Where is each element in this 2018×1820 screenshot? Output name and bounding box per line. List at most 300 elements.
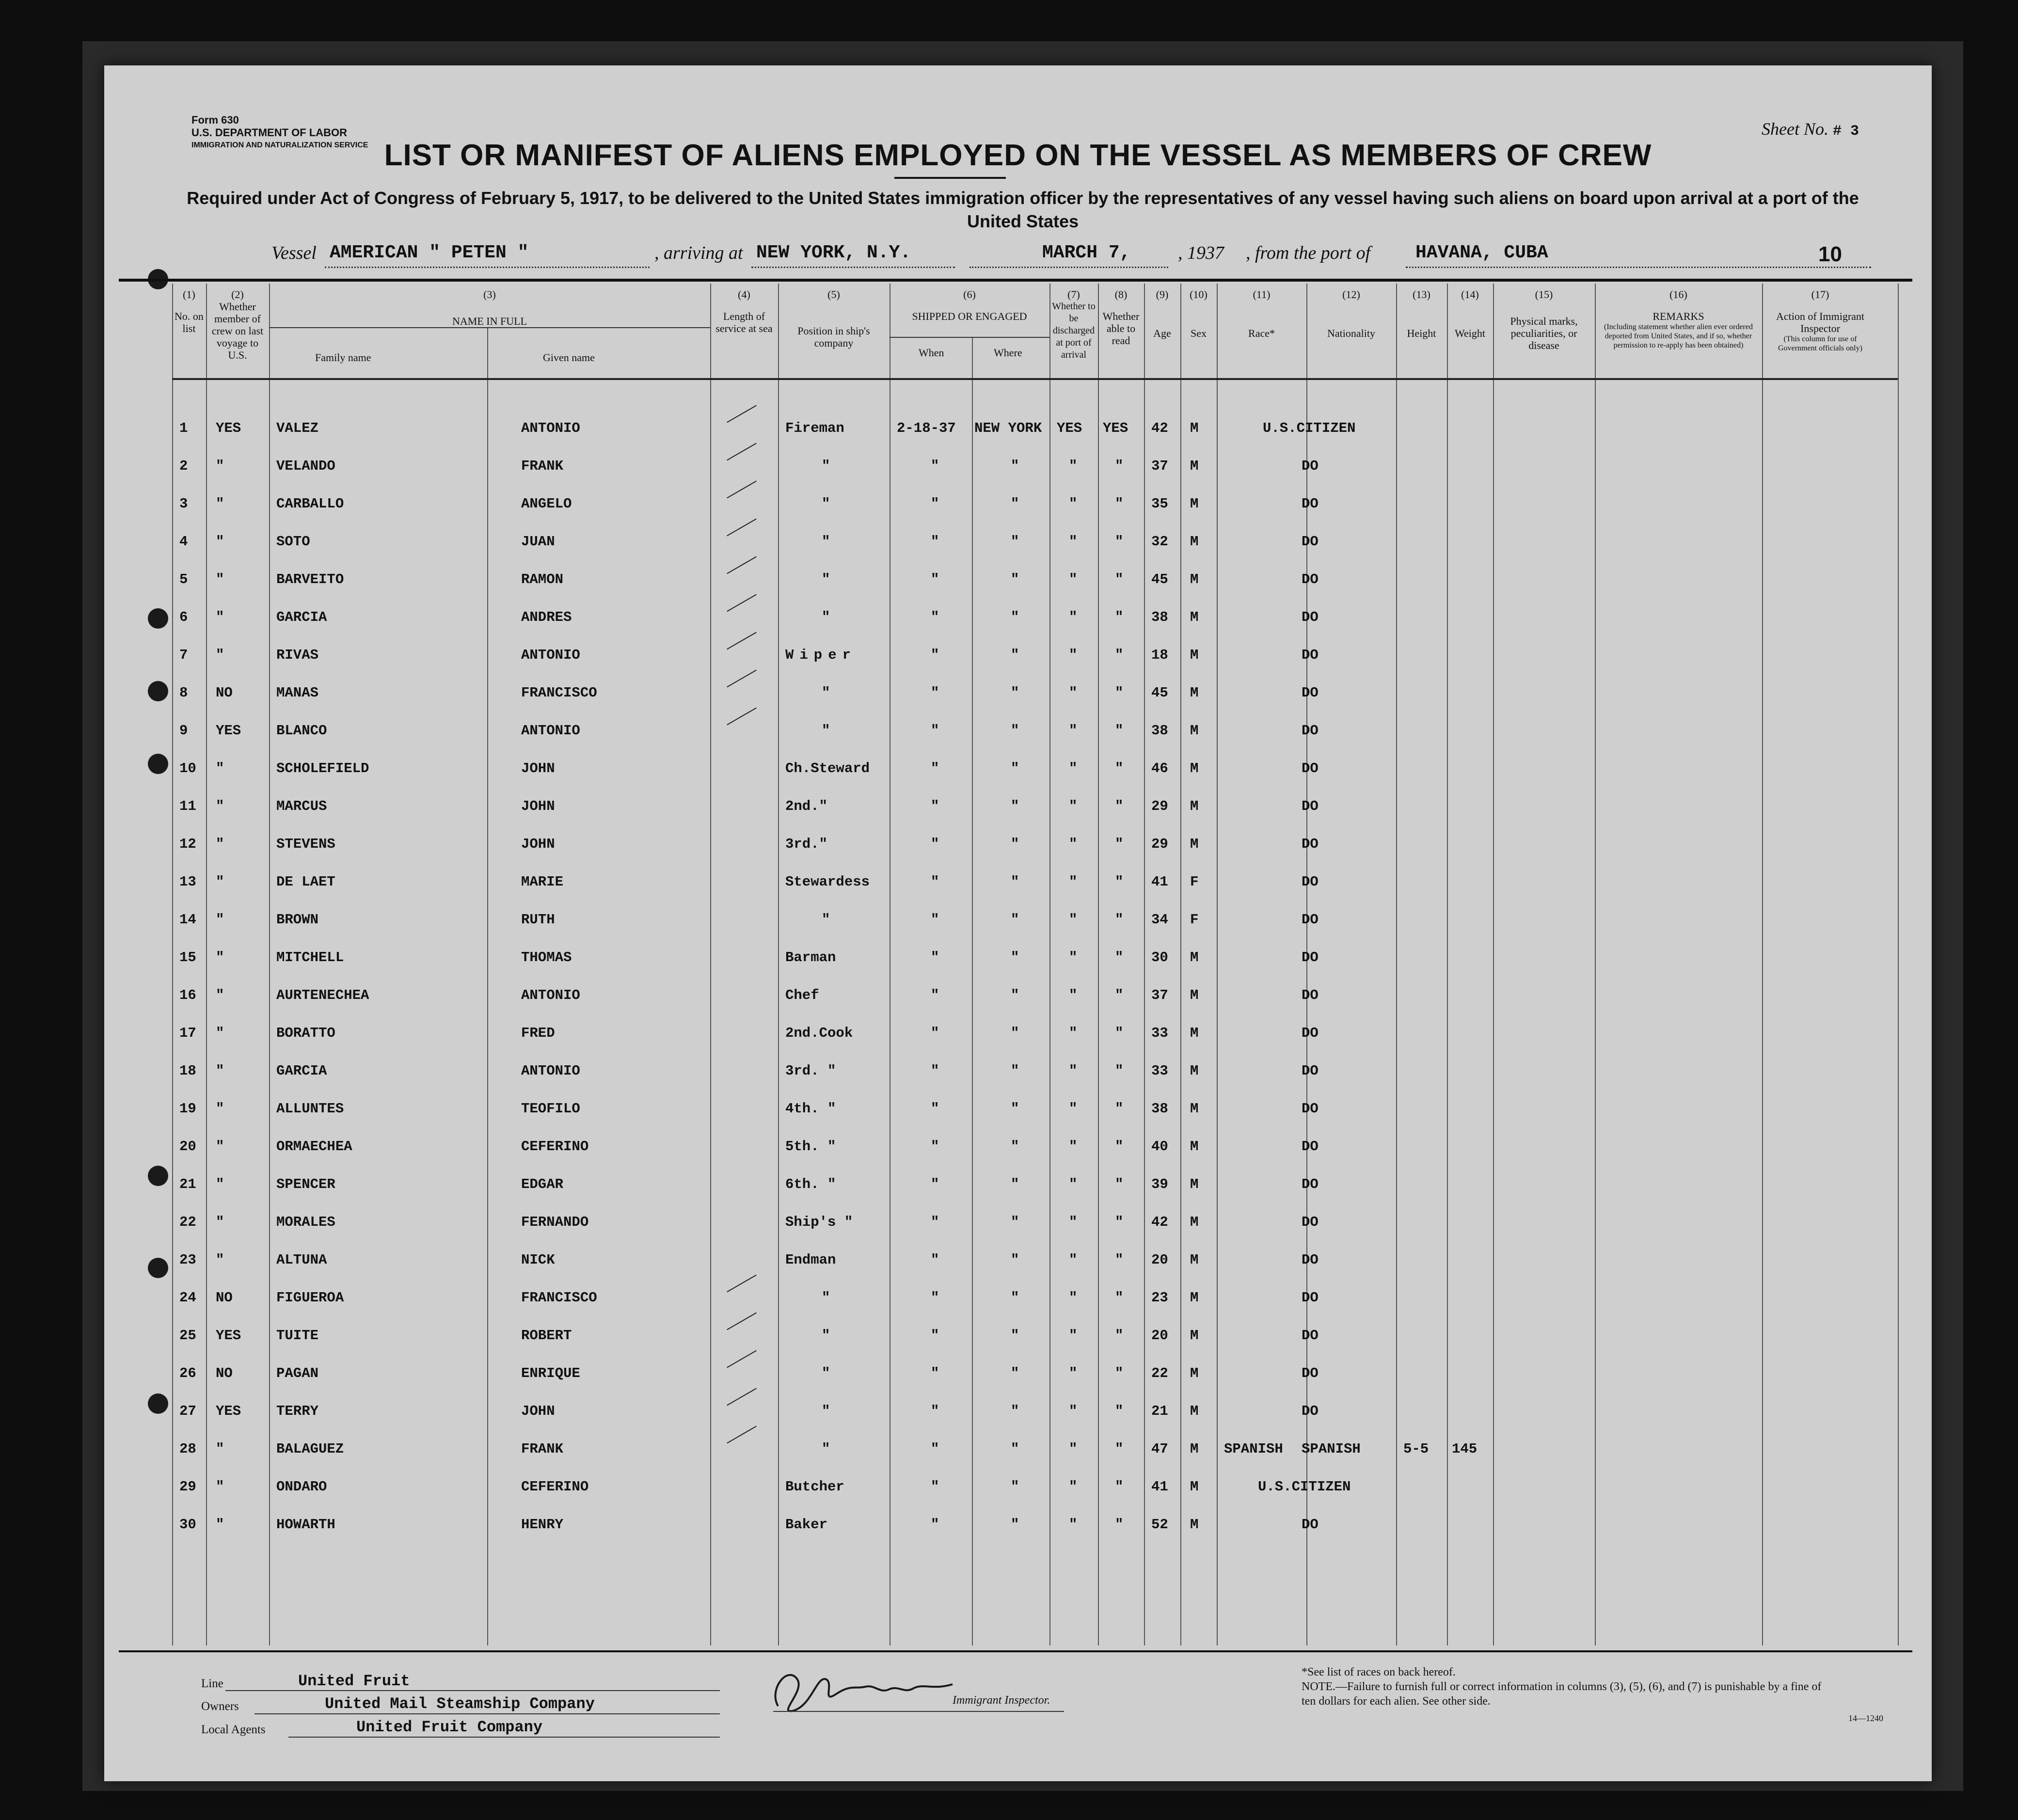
table-row [172,712,1898,750]
row-where: NEW YORK [974,420,1042,436]
manifest-sheet [104,65,1932,1781]
row-nationality: DO [1302,1517,1319,1533]
col-title: Age [1153,327,1171,339]
row-number: 25 [179,1328,196,1344]
table-row [172,636,1898,674]
footer-rule [288,1737,720,1738]
table-row [172,863,1898,901]
row-family-name: SPENCER [276,1176,335,1192]
row-discharged: " [1069,1139,1078,1155]
row-family-name: BORATTO [276,1025,335,1041]
row-position: Baker [785,1517,828,1533]
row-read: " [1115,1479,1124,1495]
row-where: " [1011,950,1019,965]
col-race-header [1219,288,1304,339]
binder-hole [148,608,168,629]
row-sex: M [1190,1290,1199,1306]
row-age: 41 [1151,874,1168,890]
row-age: 46 [1151,760,1168,776]
table-row [172,561,1898,599]
row-family-name: FIGUEROA [276,1290,344,1306]
col-member-header [208,288,267,361]
col-title: Nationality [1327,327,1375,339]
row-family-name: PAGAN [276,1365,319,1381]
row-discharged: " [1069,1214,1078,1230]
row-age: 34 [1151,912,1168,928]
row-family-name: RIVAS [276,647,319,663]
row-age: 38 [1151,609,1168,625]
row-where: " [1011,571,1019,587]
row-nationality: DO [1302,571,1319,587]
row-where: " [1011,1479,1019,1495]
col-title: Physical marks, peculiarities, or disease [1510,315,1578,351]
row-nationality: DO [1302,1290,1319,1306]
row-read: " [1115,1290,1124,1306]
row-given-name: FRED [521,1025,555,1041]
row-read: " [1115,950,1124,965]
row-when: " [931,458,939,474]
header-subrule [269,327,710,328]
col-title: Weight [1455,327,1485,339]
row-given-name: RAMON [521,571,564,587]
table-row [172,1241,1898,1279]
row-position: 3rd." [785,836,828,852]
row-position: 2nd.Cook [785,1025,853,1041]
row-read: " [1115,534,1124,550]
row-age: 38 [1151,723,1168,739]
row-family-name: STEVENS [276,836,335,852]
row-discharged: " [1069,458,1078,474]
row-member: " [216,1176,224,1192]
row-when: " [931,571,939,587]
row-sex: M [1190,723,1199,739]
col-position-header [780,288,887,349]
row-when: " [931,496,939,512]
table-row [172,1203,1898,1241]
row-sex: M [1190,420,1199,436]
row-number: 11 [179,798,196,814]
row-member: " [216,534,224,550]
row-read: " [1115,496,1124,512]
row-where: " [1011,1328,1019,1344]
row-nationality: DO [1302,760,1319,776]
row-nationality: DO [1302,1403,1319,1419]
row-discharged: " [1069,1252,1078,1268]
row-position: " [822,912,830,928]
row-family-name: HOWARTH [276,1517,335,1533]
table-row [172,1090,1898,1128]
row-sex: M [1190,1176,1199,1192]
row-number: 10 [179,760,196,776]
row-member: " [216,950,224,965]
row-member: " [216,874,224,890]
row-age: 23 [1151,1290,1168,1306]
row-sex: M [1190,571,1199,587]
table-row [172,447,1898,485]
row-family-name: VALEZ [276,420,319,436]
vessel-name: AMERICAN " PETEN " [330,242,529,263]
row-nationality: DO [1302,458,1319,474]
binder-hole [148,1393,168,1414]
row-nationality: DO [1302,1252,1319,1268]
action-note: (This column for use of Government officials only) [1778,335,1862,352]
row-age: 18 [1151,647,1168,663]
row-member: YES [216,1328,241,1344]
row-sex: F [1190,874,1199,890]
row-age: 40 [1151,1139,1168,1155]
row-when: " [931,685,939,701]
row-member: " [216,647,224,663]
row-position: Wiper [785,647,857,663]
col-number: (13) [1413,288,1430,301]
row-when: " [931,798,939,814]
row-given-name: JOHN [521,760,555,776]
row-number: 12 [179,836,196,852]
row-given-name: ANDRES [521,609,572,625]
row-position: " [822,1403,830,1419]
row-family-name: DE LAET [276,874,335,890]
row-number: 3 [179,496,188,512]
departure-port: HAVANA, CUBA [1415,242,1548,263]
row-family-name: BROWN [276,912,319,928]
binder-hole [148,1258,168,1278]
row-given-name: JOHN [521,836,555,852]
row-nationality: DO [1302,874,1319,890]
row-member: " [216,1214,224,1230]
table-row [172,939,1898,977]
row-given-name: FRANK [521,458,564,474]
table-row [172,1128,1898,1166]
row-where: " [1011,874,1019,890]
when-subheader: When [919,347,944,359]
footer-notes [1302,1665,1835,1709]
col-number: (15) [1535,288,1553,301]
row-read: " [1115,1139,1124,1155]
row-position: Chef [785,987,819,1003]
row-given-name: FRANCISCO [521,685,597,701]
row-family-name: ALLUNTES [276,1101,344,1117]
row-sex: M [1190,798,1199,814]
row-member: YES [216,1403,241,1419]
table-row [172,599,1898,636]
table-row [172,901,1898,939]
row-age: 39 [1151,1176,1168,1192]
row-member: " [216,1252,224,1268]
row-position: Ch.Steward [785,760,870,776]
owners-label: Owners [201,1700,239,1713]
binder-hole [148,681,168,701]
row-position: " [822,1328,830,1344]
form-service: IMMIGRATION AND NATURALIZATION SERVICE [191,141,368,149]
form-number: Form 630 [191,114,239,126]
penalty-note: NOTE.—Failure to furnish full or correct information in columns (3), (5), (6), and (7) is punishable by a fine of ten dollars for each alien. See other side. [1302,1680,1822,1708]
header-bottom-rule [172,378,1898,380]
row-when: " [931,1290,939,1306]
col-title: REMARKS [1653,310,1704,322]
row-nationality: SPANISH [1302,1441,1361,1457]
row-discharged: " [1069,874,1078,890]
row-when: " [931,987,939,1003]
row-read: " [1115,1063,1124,1079]
col-number: (4) [738,288,750,301]
pen-tick [727,405,757,423]
row-sex: M [1190,1403,1199,1419]
inspector-signature [759,1660,962,1718]
row-member: " [216,496,224,512]
row-discharged: " [1069,1365,1078,1381]
where-subheader: Where [994,347,1022,359]
col-number: (17) [1811,288,1829,301]
row-nationality: DO [1302,1214,1319,1230]
row-position: Ship's " [785,1214,853,1230]
row-age: 45 [1151,685,1168,701]
row-sex: M [1190,760,1199,776]
row-read: " [1115,1252,1124,1268]
col-sex-header [1183,288,1214,339]
row-given-name: TEOFILO [521,1101,580,1117]
row-position: 4th. " [785,1101,836,1117]
row-nationality: DO [1302,798,1319,814]
row-member: " [216,609,224,625]
row-age: 42 [1151,420,1168,436]
row-sex: M [1190,647,1199,663]
row-when: " [931,1063,939,1079]
row-nationality: DO [1302,1063,1319,1079]
col-number: (2) [231,288,244,301]
row-read: " [1115,987,1124,1003]
row-number: 26 [179,1365,196,1381]
row-sex: M [1190,1214,1199,1230]
row-number: 30 [179,1517,196,1533]
col-title: Whether able to read [1102,310,1140,347]
row-discharged: " [1069,534,1078,550]
row-member: NO [216,1290,233,1306]
col-action-header [1764,288,1876,353]
row-when: " [931,723,939,739]
row-position: " [822,458,830,474]
row-position: " [822,571,830,587]
row-position: Endman [785,1252,836,1268]
col-length-header [713,288,776,334]
row-sex: M [1190,1025,1199,1041]
document-title: LIST OR MANIFEST OF ALIENS EMPLOYED ON THE VESSEL AS MEMBERS OF CREW [384,139,1652,172]
row-sex: M [1190,1139,1199,1155]
row-height: 5-5 [1403,1441,1429,1457]
row-sex: M [1190,496,1199,512]
row-age: 52 [1151,1517,1168,1533]
owners-value: United Mail Steamship Company [325,1695,595,1713]
row-when: " [931,950,939,965]
col-number: (10) [1190,288,1208,301]
row-where: " [1011,1290,1019,1306]
row-read: " [1115,760,1124,776]
line-label: Line [201,1677,223,1690]
row-where: " [1011,1063,1019,1079]
arrival-port: NEW YORK, N.Y. [756,242,911,263]
col-remarks-header [1597,288,1760,350]
row-family-name: SOTO [276,534,310,550]
row-member: " [216,1025,224,1041]
row-where: " [1011,1403,1019,1419]
row-position: 6th. " [785,1176,836,1192]
row-number: 14 [179,912,196,928]
row-read: " [1115,1403,1124,1419]
row-read: " [1115,798,1124,814]
row-given-name: ENRIQUE [521,1365,580,1381]
row-given-name: EDGAR [521,1176,564,1192]
row-family-name: GARCIA [276,1063,327,1079]
table-row [172,1279,1898,1317]
row-nationality: DO [1302,836,1319,852]
row-where: " [1011,609,1019,625]
col-read-header [1100,288,1142,347]
row-when: " [931,1176,939,1192]
row-position: " [822,496,830,512]
row-given-name: FRANK [521,1441,564,1457]
row-sex: M [1190,1328,1199,1344]
row-age: 47 [1151,1441,1168,1457]
form-department: U.S. DEPARTMENT OF LABOR [191,127,348,139]
col-number: (11) [1253,288,1271,301]
row-where: " [1011,1101,1019,1117]
row-read: " [1115,874,1124,890]
row-discharged: " [1069,1517,1078,1533]
row-number: 5 [179,571,188,587]
table-row [172,1355,1898,1393]
row-given-name: RUTH [521,912,555,928]
agents-label: Local Agents [201,1723,266,1736]
binder-hole [148,754,168,774]
row-read: " [1115,836,1124,852]
row-member: " [216,987,224,1003]
row-when: " [931,874,939,890]
col-number: (6) [963,288,976,301]
row-where: " [1011,685,1019,701]
row-read: " [1115,723,1124,739]
row-given-name: ANTONIO [521,1063,580,1079]
row-family-name: VELANDO [276,458,335,474]
row-member: YES [216,723,241,739]
col-weight-header [1449,288,1491,339]
sheet-number-value: # 3 [1832,123,1859,140]
row-family-name: ONDARO [276,1479,327,1495]
arriving-label: , arriving at [654,243,743,263]
row-family-name: TERRY [276,1403,319,1419]
row-discharged: " [1069,912,1078,928]
row-nationality: DO [1302,987,1319,1003]
row-family-name: BLANCO [276,723,327,739]
row-where: " [1011,1139,1019,1155]
row-position: " [822,1290,830,1306]
row-nationality: DO [1302,685,1319,701]
row-member: " [216,760,224,776]
row-sex: M [1190,609,1199,625]
row-position: " [822,723,830,739]
row-nationality: U.S.CITIZEN [1258,1479,1351,1495]
row-read: " [1115,647,1124,663]
table-row [172,977,1898,1014]
row-nationality: DO [1302,1328,1319,1344]
col-number: (1) [183,288,195,301]
row-age: 21 [1151,1403,1168,1419]
row-discharged: " [1069,987,1078,1003]
row-discharged: " [1069,1479,1078,1495]
arrival-year: , 1937 [1178,243,1224,263]
row-member: " [216,1139,224,1155]
row-given-name: JOHN [521,798,555,814]
row-discharged: " [1069,950,1078,965]
row-given-name: THOMAS [521,950,572,965]
row-member: " [216,912,224,928]
row-when: " [931,760,939,776]
row-discharged: " [1069,647,1078,663]
row-sex: M [1190,836,1199,852]
from-port-label: , from the port of [1246,243,1371,263]
row-member: " [216,1517,224,1533]
row-age: 29 [1151,798,1168,814]
row-when: " [931,1101,939,1117]
row-age: 41 [1151,1479,1168,1495]
row-discharged: " [1069,1176,1078,1192]
row-when: " [931,1365,939,1381]
col-number: (3) [483,288,496,301]
row-where: " [1011,836,1019,852]
row-position: " [822,1441,830,1457]
row-when: " [931,647,939,663]
row-number: 13 [179,874,196,890]
row-race: SPANISH [1224,1441,1283,1457]
col-title: SHIPPED OR ENGAGED [912,310,1027,322]
row-where: " [1011,798,1019,814]
table-row [172,1052,1898,1090]
races-note: *See list of races on back hereof. [1302,1666,1456,1678]
col-number: (9) [1156,288,1169,301]
row-discharged: " [1069,1025,1078,1041]
row-nationality: DO [1302,1176,1319,1192]
footer-rule [225,1690,720,1691]
row-number: 9 [179,723,188,739]
dotted-rule [751,267,955,268]
table-row [172,1166,1898,1203]
row-member: NO [216,685,233,701]
dotted-rule [1406,267,1871,268]
col-no-header [175,288,204,334]
row-read: " [1115,1365,1124,1381]
row-when: " [931,1403,939,1419]
row-age: 33 [1151,1063,1168,1079]
row-age: 30 [1151,950,1168,965]
row-family-name: AURTENECHEA [276,987,369,1003]
col-title: Length of service at sea [715,310,773,334]
col-title: Whether member of crew on last voyage to U.S. [211,301,264,361]
row-family-name: CARBALLO [276,496,344,512]
table-row [172,523,1898,561]
row-where: " [1011,496,1019,512]
row-number: 24 [179,1290,196,1306]
row-member: " [216,1479,224,1495]
row-discharged: " [1069,836,1078,852]
row-family-name: BALAGUEZ [276,1441,344,1457]
row-discharged: " [1069,685,1078,701]
row-given-name: JOHN [521,1403,555,1419]
col-title: No. on list [175,310,204,334]
col-number: (16) [1669,288,1687,301]
row-read: " [1115,1025,1124,1041]
row-given-name: CEFERINO [521,1139,589,1155]
row-age: 32 [1151,534,1168,550]
row-position: 5th. " [785,1139,836,1155]
row-age: 37 [1151,987,1168,1003]
